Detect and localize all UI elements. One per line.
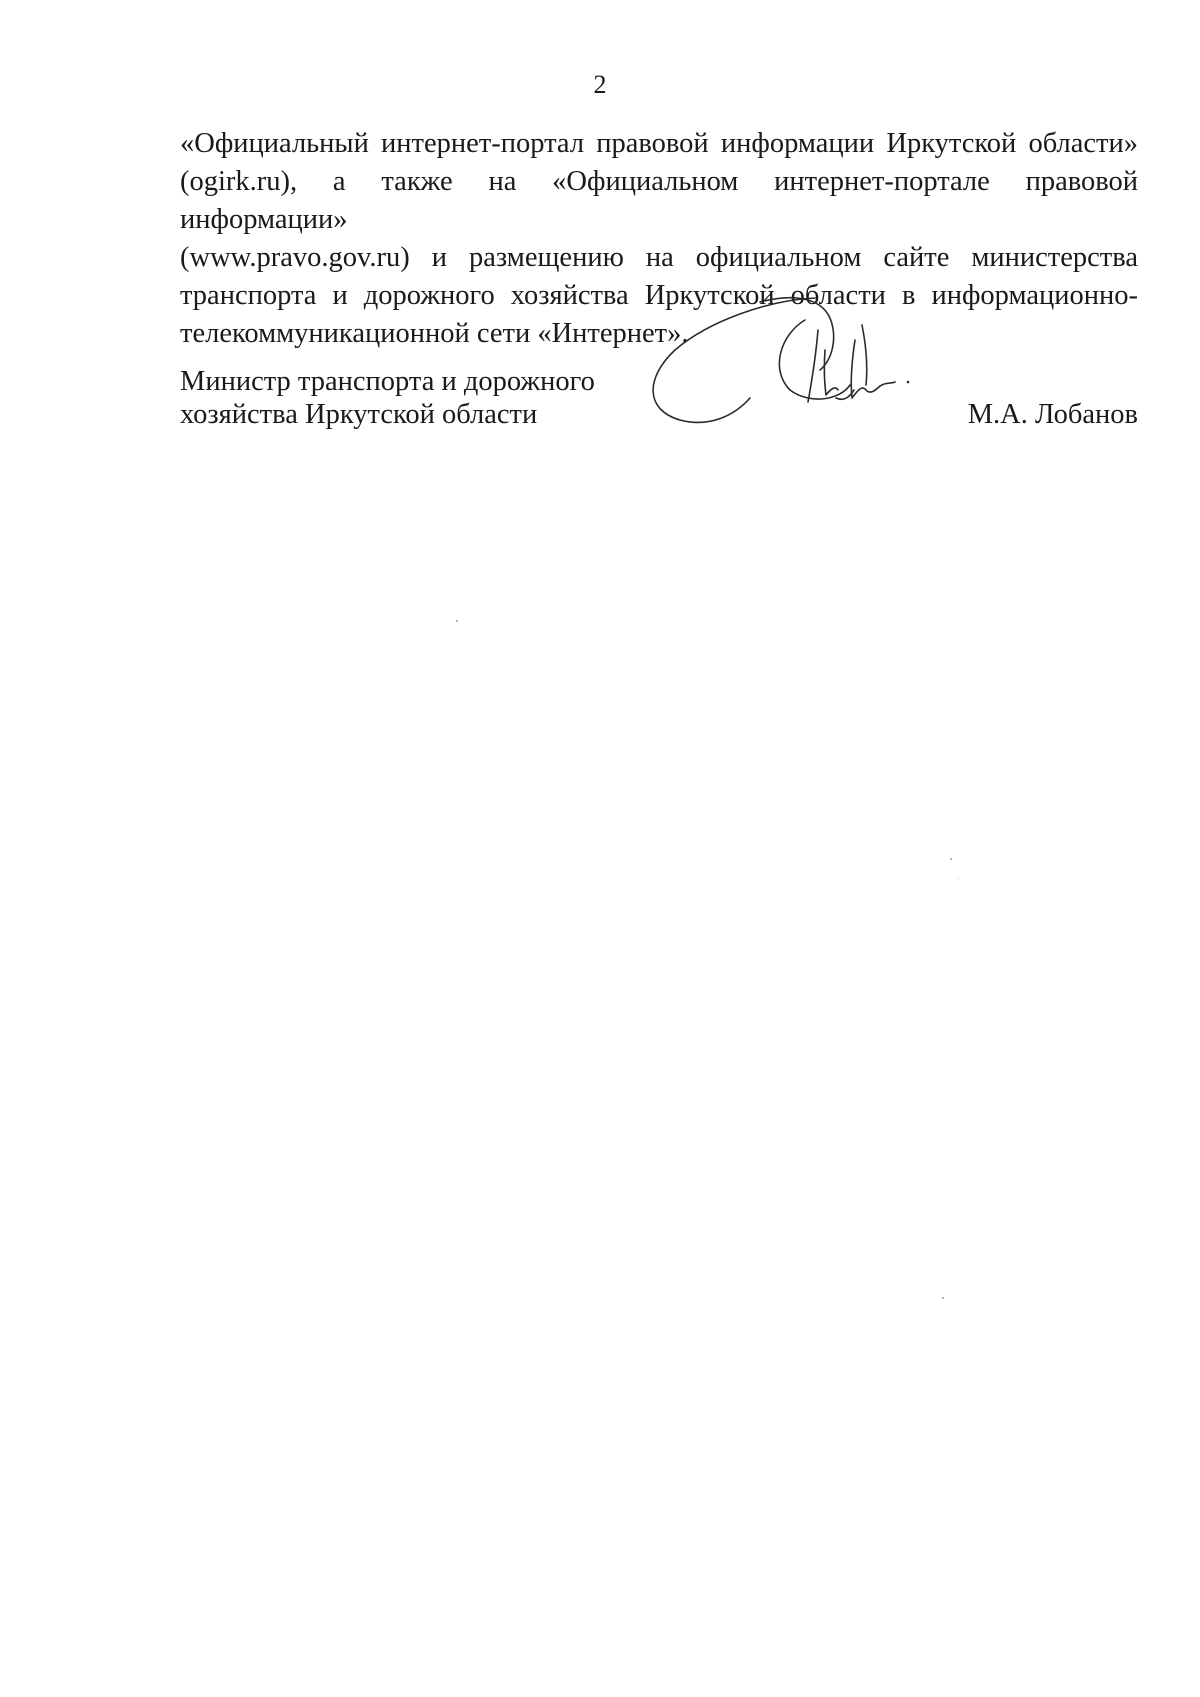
handwritten-signature <box>640 290 940 445</box>
scan-speck <box>456 620 458 622</box>
scan-speck <box>950 858 952 860</box>
scan-speck <box>958 878 959 879</box>
body-line: (www.pravo.gov.ru) и размещению на официальном сайте министерства <box>180 242 1138 273</box>
scan-speck <box>942 1297 944 1299</box>
body-line: телекоммуникационной сети «Интернет». <box>180 318 689 349</box>
position-line: хозяйства Иркутской области <box>180 399 538 430</box>
body-line: транспорта и дорожного хозяйства Иркутской области в информационно- <box>180 280 1138 311</box>
page-number: 2 <box>593 70 607 99</box>
position-line: Министр транспорта и дорожного <box>180 366 595 397</box>
body-line: «Официальный интернет-портал правовой информации Иркутской области» <box>180 128 1138 159</box>
signatory-name: М.А. Лобанов <box>967 399 1138 430</box>
body-line: (ogirk.ru), а также на «Официальном интернет-портале правовой информации» <box>180 166 1138 235</box>
signatory-position <box>180 365 595 431</box>
